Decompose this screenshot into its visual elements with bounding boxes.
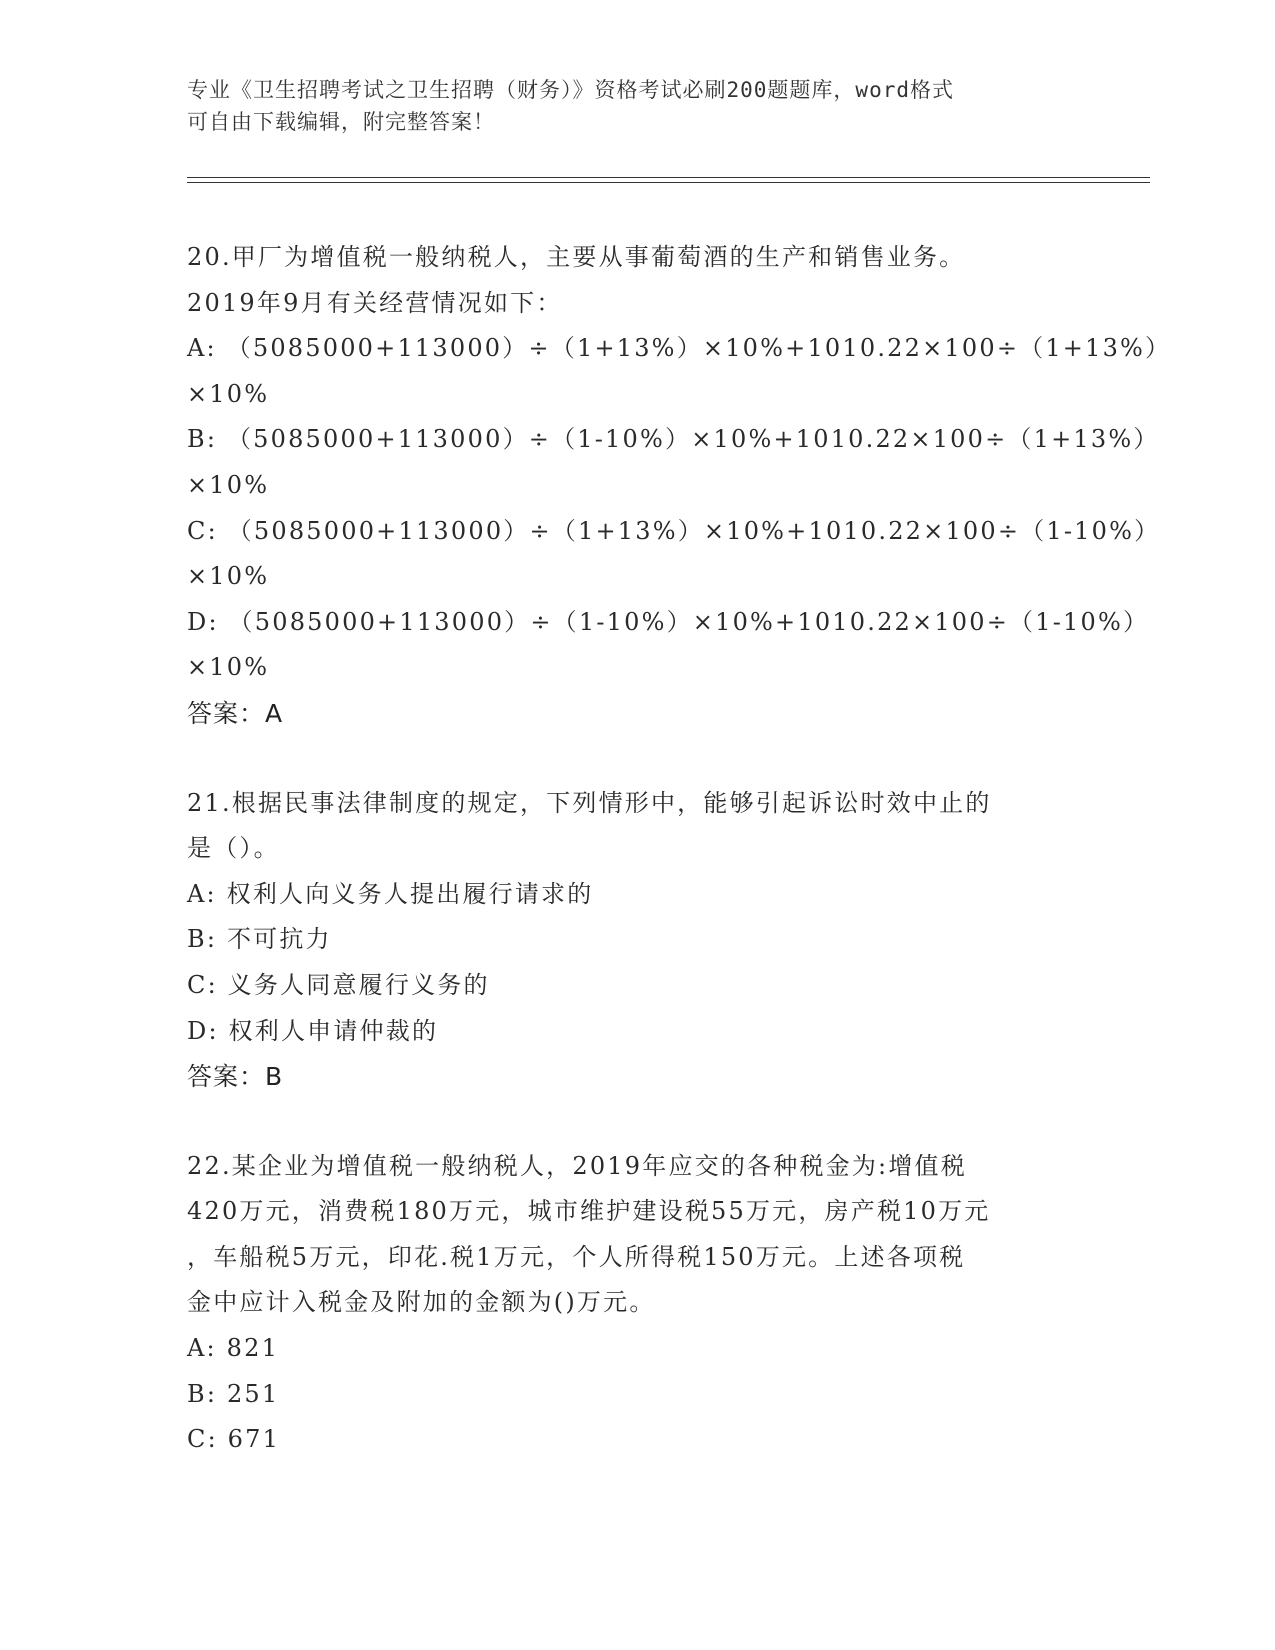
question-block xyxy=(187,781,1087,1100)
option-d: D: 权利人申请仲裁的 xyxy=(187,1016,439,1045)
spacer xyxy=(187,737,1087,781)
question-stem: 2019年9月有关经营情况如下： xyxy=(187,288,563,317)
question-stem: 21.根据民事法律制度的规定，下列情形中，能够引起诉讼时效中止的 xyxy=(187,788,992,817)
question-stem: 22.某企业为增值税一般纳税人，2019年应交的各种税金为:增值税 xyxy=(187,1151,967,1180)
question-stem: 20.甲厂为增值税一般纳税人，主要从事葡萄酒的生产和销售业务。 xyxy=(187,243,966,271)
document-header xyxy=(187,74,1067,138)
option-b: B: （5085000+113000）÷（1-10%）×10%+1010.22×100÷（1+13%） xyxy=(187,425,1160,454)
option-a-continued: ×10% xyxy=(187,379,270,408)
header-line-2: 可自由下载编辑，附完整答案！ xyxy=(187,110,495,134)
option-c-continued: ×10% xyxy=(187,562,270,591)
option-c: C: 义务人同意履行义务的 xyxy=(187,970,490,999)
answer-label: 答案：A xyxy=(187,698,284,728)
option-a: A: 权利人向义务人提出履行请求的 xyxy=(187,879,594,908)
option-d-continued: ×10% xyxy=(187,653,270,682)
option-c: C: （5085000+113000）÷（1+13%）×10%+1010.22×100÷（1-10%） xyxy=(187,516,1161,545)
answer-label: 答案：B xyxy=(187,1062,284,1092)
header-line-1: 专业《卫生招聘考试之卫生招聘（财务）》资格考试必刷200题题库，word格式 xyxy=(187,78,954,102)
option-d: D: （5085000+113000）÷（1-10%）×10%+1010.22×100÷（1-10%） xyxy=(187,607,1150,636)
question-stem: ，车船税5万元，印花.税1万元，个人所得税150万元。上述各项税 xyxy=(187,1242,966,1271)
header-divider-bottom xyxy=(187,182,1150,183)
option-a: A: 821 xyxy=(187,1334,280,1363)
question-list xyxy=(187,235,1172,1463)
option-a: A: （5085000+113000）÷（1+13%）×10%+1010.22×100÷（1+13%） xyxy=(187,334,1172,363)
header-divider-top xyxy=(187,177,1150,178)
option-b: B: 不可抗力 xyxy=(187,925,332,954)
spacer xyxy=(187,1100,1087,1144)
question-stem: 是（）。 xyxy=(187,834,280,863)
question-stem: 金中应计入税金及附加的金额为()万元。 xyxy=(187,1288,656,1317)
question-stem: 420万元，消费税180万元，城市维护建设税55万元，房产税10万元 xyxy=(187,1197,991,1226)
question-block xyxy=(187,1144,1087,1463)
option-c: C: 671 xyxy=(187,1425,281,1454)
question-block xyxy=(187,235,1172,737)
option-b-continued: ×10% xyxy=(187,470,270,499)
option-b: B: 251 xyxy=(187,1379,280,1408)
